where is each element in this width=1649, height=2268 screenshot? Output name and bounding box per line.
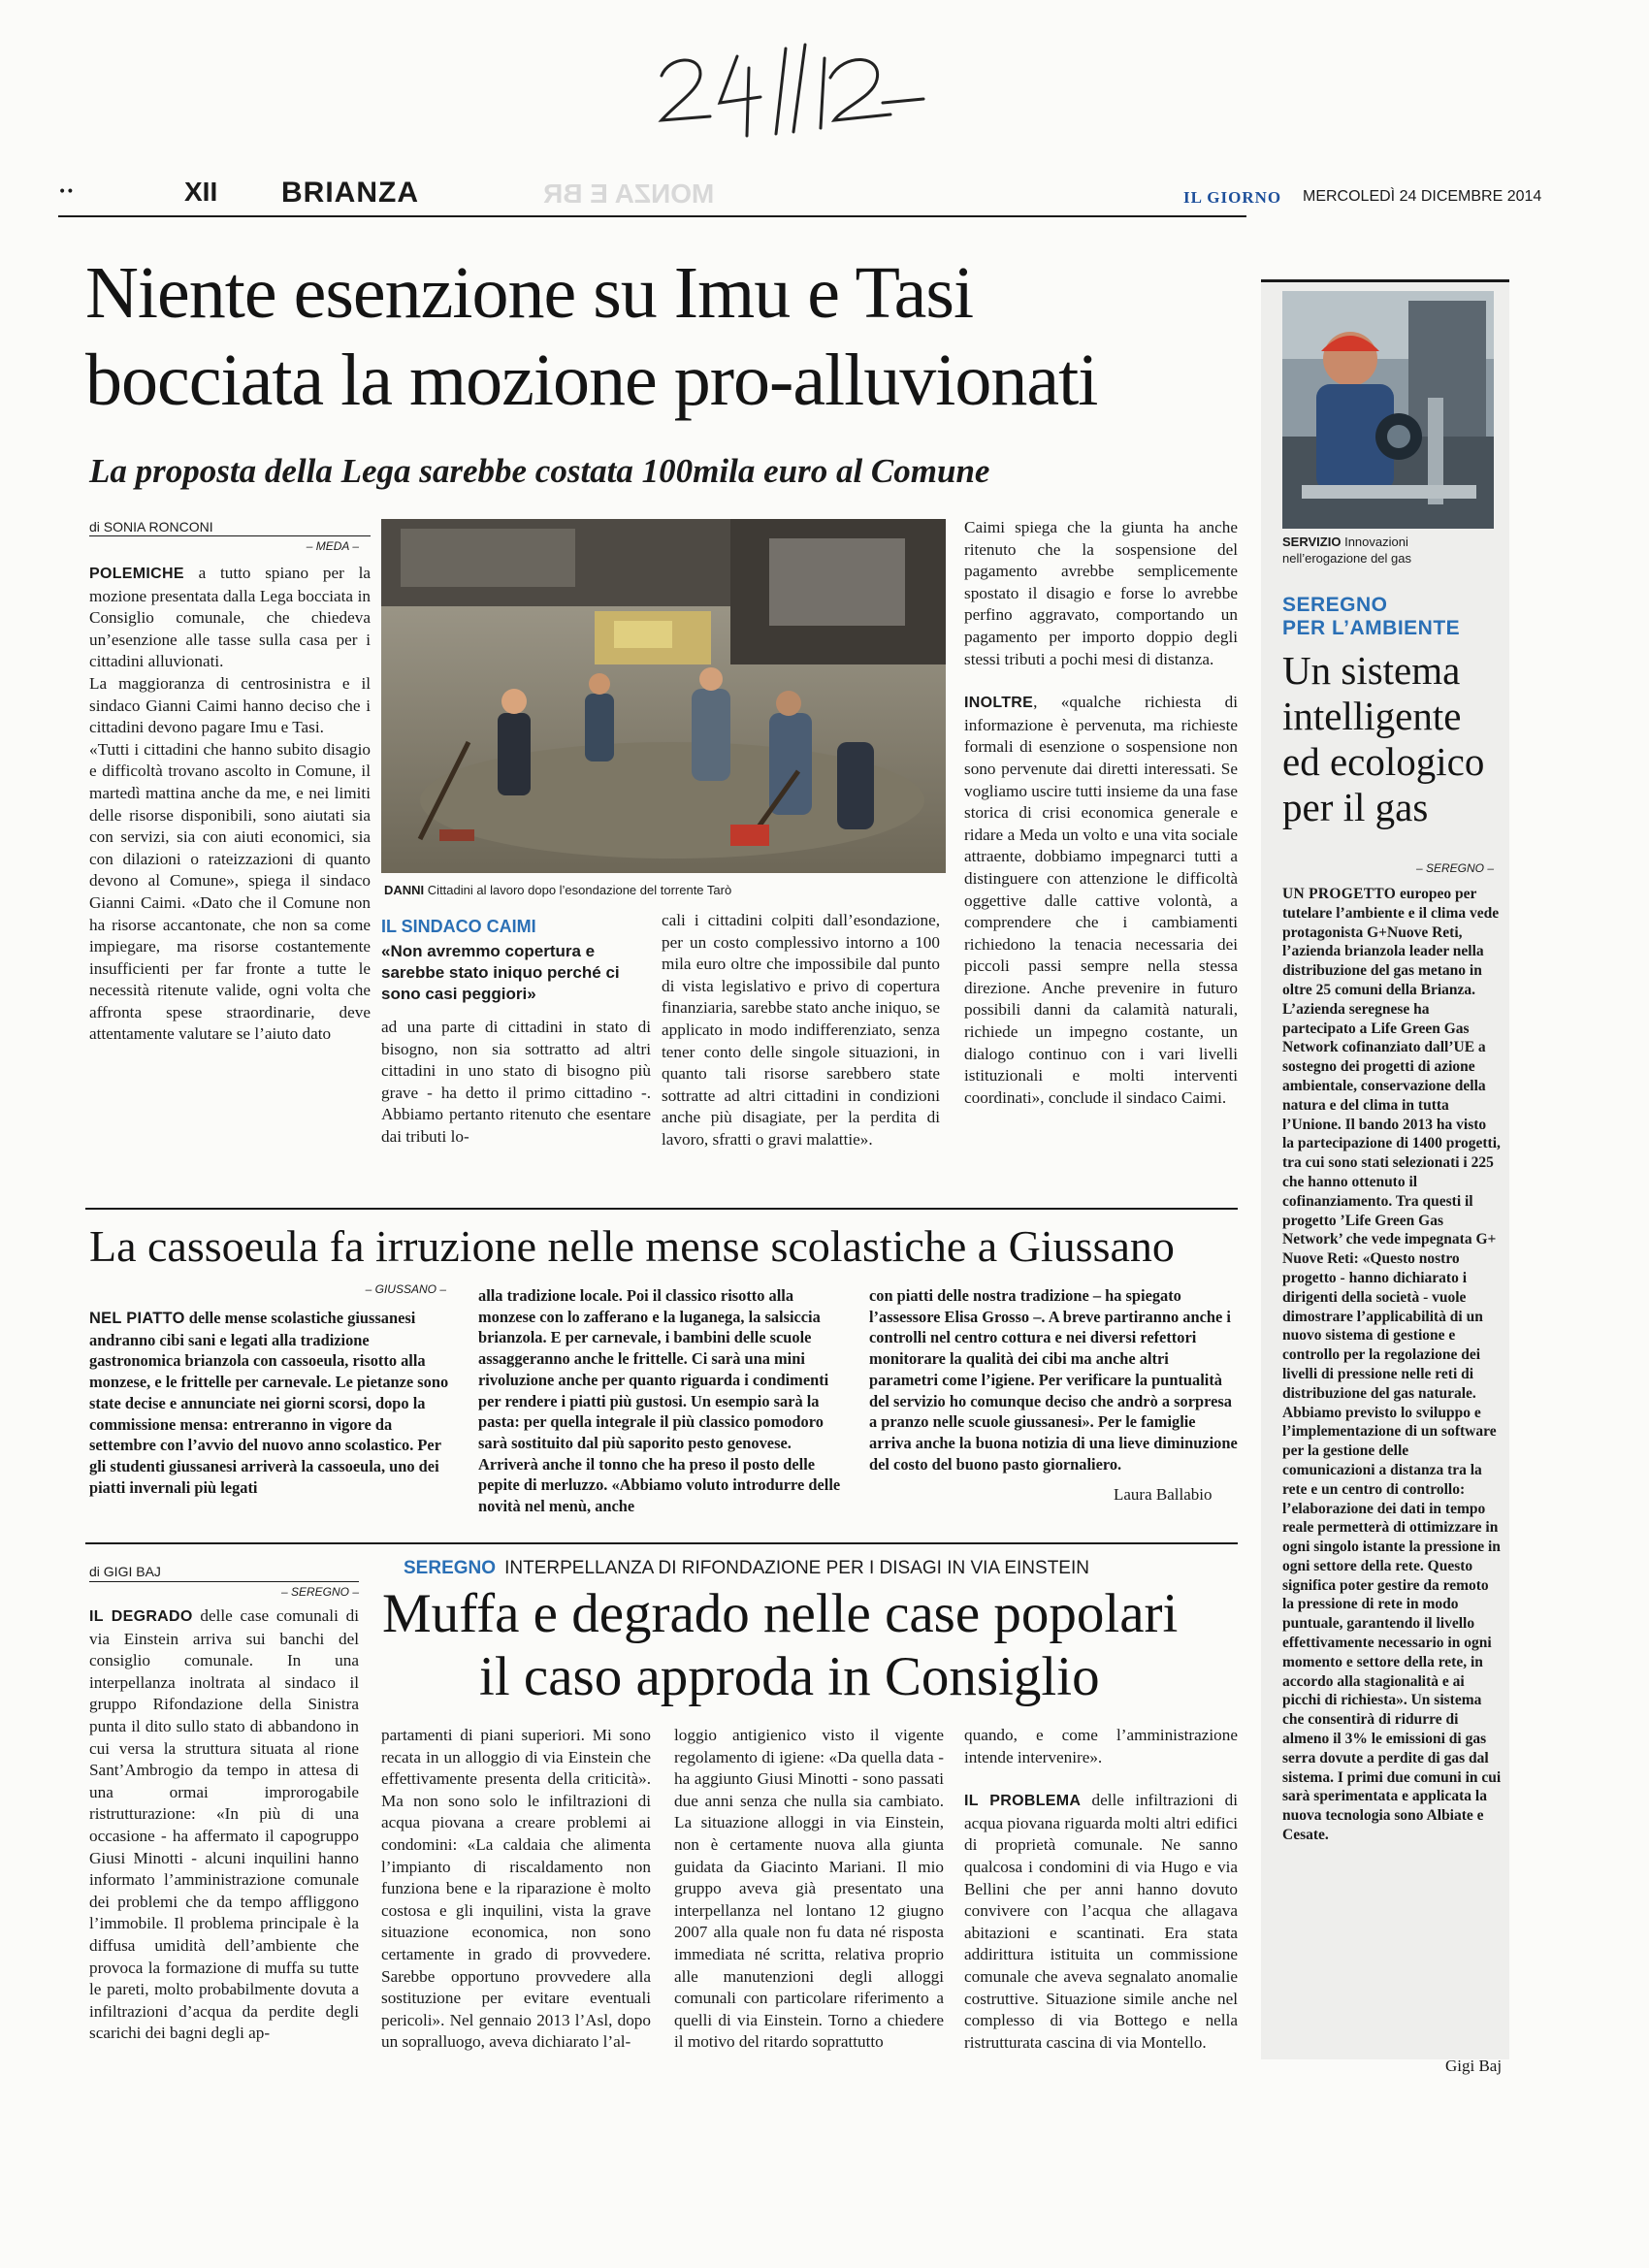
- main-headline-line1: Niente esenzione su Imu e Tasi: [85, 252, 974, 334]
- sidebar-headline: Un sistema intelligente ed ecologico per il gas: [1282, 648, 1485, 829]
- cassoeula-column-2: alla tradizione locale. Poi il classico risotto alla monzese con lo zafferano e la luganega, la salsiccia brianzola. E per carnevale, i bambini delle scuole assaggeranno anche le frittelle. Ci sarà una mini rivoluzione anche per quanto riguarda i condimenti per rendere i piatti più gustosi. Un esempio sarà la pasta: per quella integrale il più classico pomodoro sarà sostituito dal più saporito pesto genovese. Arriverà anche il tonno che ha preso il posto delle pepite di merluzzo. «Abbiamo voluto introdurre delle novità nel menù, anche: [478, 1286, 841, 1516]
- muffa-column-3: loggio antigienico visto il vigente regolamento di igiene: «Da quella data - ha aggiunto Giusi Minotti - sono passati due anni senza che nulla sia cambiato. La situazione alloggi in via Einstein, non è certamente nuova alla giunta guidata da Giacinto Mariani. Il mio gruppo aveva già presentato una interpellanza nel lontano 12 giugno 2007 alla quale non fu data né risposta immediata né scritta, relativa proprio alle manutenzioni degli alloggi comunali con particolare riferimento a quelli di via Einstein. Torno a chiedere il motivo del ritardo soprattutto: [674, 1726, 944, 2052]
- muffa-column-4: [964, 1725, 1238, 2054]
- main-col4-paragraph1: Caimi spiega che la giunta ha anche ritenuto che la sospensione del pagamento avrebbe semplicemente spostato il disagio e forse lo avrebbe perfino aggravato, comportando un pagamento per importo doppio degli stessi tributi a pochi mesi di distanza.: [964, 518, 1238, 668]
- main-dateline: – MEDA –: [306, 539, 359, 553]
- main-column-4: [964, 517, 1238, 1109]
- main-col1-paragraph2: La maggioranza di centrosinistra e il sindaco Gianni Caimi hanno deciso che i cittadini devono pagare Imu e Tasi.: [89, 673, 371, 737]
- cassoeula-author: Laura Ballabio: [1114, 1485, 1212, 1504]
- binder-dots: ••: [58, 184, 75, 200]
- main-subtitle: La proposta della Lega sarebbe costata 100mila euro al Comune: [89, 452, 990, 490]
- cassoeula-column-1: [89, 1308, 456, 1498]
- pull-quote-label: IL SINDACO CAIMI: [381, 917, 536, 936]
- sidebar-body-text: europeo per tutelare l’ambiente e il clima vede protagonista G+Nuove Reti, l’azienda brianzola leader nella distribuzione del gas metano in oltre 25 comuni della Brianza. L’azienda seregnese ha partecipato a Life Green Gas Network cofinanziato dall’UE a sostegno dei progetti di azione ambientale, conservazione della natura e del clima in tutta l’Unione. Il bando 2013 ha visto la partecipazione di 1400 progetti, tra cui sono stati selezionati i 225 che hanno ottenuto il cofinanziamento. Tra questi il progetto ’Life Green Gas Network’ che vede impegnata G+ Nuove Reti: «Questo nostro progetto - hanno dichiarato i dirigenti della società - vuole dimostrare l’applicabilità di un nuovo sistema di gestione e controllo per la regolazione dei livelli di pressione nelle reti di distribuzione del gas naturale. Abbiamo previsto lo sviluppo e l’implementazione di un software per la gestione delle comunicazioni a distanza tra la rete e un centro di controllo: l’elaborazione dei dati in tempo reale permetterà di ottimizzare in ogni singolo istante la pressione in ogni settore della rete. Questo significa poter gestire da remoto la pressione di rete in modo puntuale, garantendo il livello effettivamente necessario in ogni momento e settore della rete, in accordo alla stagionalità e ai picchi di richiesta». Un sistema che consentirà di ridurre di almeno il 3% le emissioni di gas serra dovute a perdite di gas dal sistema. I primi due comuni in cui sarà sperimentata e applicata la nuova tecnologia sono Albiate e Cesate.: [1282, 886, 1502, 1844]
- main-byline-rule: [89, 535, 371, 536]
- cassoeula-lead: NEL PIATTO: [89, 1310, 185, 1327]
- main-column-1: [89, 563, 371, 1046]
- sidebar-dateline: – SEREGNO –: [1415, 861, 1494, 875]
- muffa-byline-rule: [89, 1581, 359, 1582]
- main-col1-lead: POLEMICHE: [89, 566, 184, 582]
- cassoeula-headline: La cassoeula fa irruzione nelle mense scolastiche a Giussano: [89, 1221, 1175, 1271]
- muffa-column-1: [89, 1605, 359, 2045]
- flood-photo-image: [381, 519, 946, 873]
- sidebar-tag-line1: SEREGNO: [1282, 594, 1388, 616]
- sidebar-section-tag: [1282, 594, 1460, 640]
- masthead-logo: IL GIORNO: [1183, 188, 1282, 207]
- muffa-col4-lead: IL PROBLEMA: [964, 1793, 1082, 1810]
- cassoeula-dateline: – GIUSSANO –: [365, 1282, 446, 1296]
- sidebar-lead: UN PROGETTO: [1282, 886, 1397, 902]
- muffa-headline-line1: Muffa e degrado nelle case popolari: [382, 1583, 1179, 1644]
- main-col1-paragraph3: «Tutti i cittadini che hanno subito disagio e difficoltà trovano ascolto in Comune, il martedì mattina anche da me, e nei limiti delle risorse disponibili, sono aiutati sia con servizi, sia con aiuti economici, sia con dilazioni o rateizzazioni di quanto devono al Comune», spiega il sindaco Gianni Caimi. «Dato che il Comune non ha risorse accantonate, che non sa come impiegare, ma risorse costantemente insufficienti per far fronte a tutte le necessità ritenute valide, ogni volta che affronta spese straordinarie, deve attentamente valutare se l’aiuto dato: [89, 739, 371, 1044]
- main-byline: di SONIA RONCONI: [89, 519, 213, 535]
- handwritten-date: [640, 39, 931, 141]
- cassoeula-column-3: con piatti delle nostra tradizione – ha spiegato l’assessore Elisa Grosso –. A breve partiranno anche i controlli nel centro cottura e nei diversi refettori monitorare la qualità dei cibi ma anche altri parametri come l’igiene. Per verificare la puntualità del servizio ho comunque deciso che andrò a sorpresa a pranzo nelle scuole giussanesi». Per le famiglie arriva anche la buona notizia di una lieve diminuzione del costo del buono pasto giornaliero.: [869, 1286, 1238, 1474]
- main-headline-line2: bocciata la mozione pro-alluvionati: [85, 340, 1098, 421]
- muffa-dateline: – SEREGNO –: [280, 1585, 359, 1599]
- muffa-col4-paragraph1: quando, e come l’amministrazione intende intervenire».: [964, 1726, 1238, 1766]
- main-col1-text: a tutto spiano per la mozione presentata dalla Lega bocciata in Consiglio comunale, che chiedeva un’esenzione alle tasse sulla casa per i cittadini alluvionati.: [89, 564, 371, 671]
- bleed-through-text: MONZA E BR: [543, 178, 715, 209]
- sidebar-photo: [1282, 291, 1494, 529]
- flood-photo-caption: [384, 883, 947, 897]
- sidebar-caption-text: Innovazioni nell’erogazione del gas: [1282, 535, 1411, 566]
- main-column-2: ad una parte di cittadini in stato di bisogno, non sia sottratto ad altri cittadini in uno stato di bisogno più grave - ha detto il primo cittadino -. Abbiamo pertanto ritenuto che esentare dai tributi lo-: [381, 1018, 651, 1146]
- sidebar-body: [1282, 885, 1502, 1845]
- muffa-column-2: partamenti di piani superiori. Mi sono recata in un alloggio di via Einstein che effettivamente presenta della criticità». Ma non sono solo le infiltrazioni di acqua piovana a creare problemi ai condomini: «La caldaia che alimenta l’impianto di riscaldamento non funziona bene e la riparazione è molto costosa e gli inquilini, vista la grave situazione economica, non sono certamente in grado di provvedere. Sarebbe opportuno provvedere alla sostituzione per evitare eventuali pericoli». Nel gennaio 2013 l’Asl, dopo un sopralluogo, aveva dichiarato l’al-: [381, 1726, 651, 2052]
- muffa-kicker: [404, 1558, 1089, 1579]
- sidebar-photo-caption: [1282, 534, 1496, 567]
- pull-quote-box: [381, 917, 651, 1005]
- main-article-bottom-rule: [85, 1208, 1238, 1210]
- sidebar-tag-line2: PER L’AMBIENTE: [1282, 617, 1461, 639]
- flood-caption-label: DANNI: [384, 883, 425, 897]
- page-number: XII: [184, 177, 218, 207]
- muffa-headline-line2: il caso approda in Consiglio: [479, 1646, 1100, 1707]
- main-col4-lead: INOLTRE: [964, 695, 1034, 712]
- cassoeula-bottom-rule: [85, 1542, 1238, 1544]
- muffa-kicker-text: INTERPELLANZA DI RIFONDAZIONE PER I DISAGI IN VIA EINSTEIN: [504, 1558, 1089, 1578]
- page-header: [58, 175, 1600, 213]
- muffa-kicker-tag: SEREGNO: [404, 1558, 497, 1578]
- sidebar-caption-label: SERVIZIO: [1282, 535, 1342, 549]
- cassoeula-col1-text: delle mense scolastiche giussanesi andranno cibi sani e legati alla tradizione gastronomica brianzola con cassoeula, risotto alla monzese, e le frittelle per carnevale. Le pietanze sono state decise e annunciate nei giorni scorsi, dopo la commissione mensa: entreranno in vigore da settembre con l’avvio del nuovo anno scolastico. Per gli studenti giussanesi arriverà la cassoeula, uno dei piatti invernali più legati: [89, 1309, 449, 1497]
- muffa-col1-text: delle case comunali di via Einstein arriva sui banchi del consiglio comunale. In una interpellanza inoltrata al sindaco il gruppo Rifondazione della Sinistra punta il dito sullo stato di abbandono in cui versa la struttura situata al rione Sant’Ambrogio da tempo in attesa di una ormai improrogabile ristrutturazione: «In più di una occasione - ha affermato il capogruppo Giusi Minotti - alcuni inquilini hanno informato l’amministrazione comunale dei problemi che da tempo affliggono l’immobile. Il problema principale è la diffusa umidità dell’ambiente che provoca la formazione di muffa su tutte le pareti, molto probabilmente dovuta a infiltrazioni d’acqua da perdite degli scarichi dei bagni degli ap-: [89, 1606, 359, 2043]
- header-rule: [58, 215, 1246, 217]
- handwritten-date-drawing: [640, 39, 931, 141]
- pull-quote-text: «Non avremmo copertura e sarebbe stato iniquo perché ci sono casi peggiori»: [381, 942, 620, 1003]
- muffa-lead: IL DEGRADO: [89, 1608, 193, 1625]
- issue-date: MERCOLEDÌ 24 DICEMBRE 2014: [1303, 188, 1542, 205]
- sidebar-author: Gigi Baj: [1445, 2057, 1503, 2075]
- flood-caption-text: Cittadini al lavoro dopo l’esondazione del torrente Tarò: [427, 883, 732, 897]
- main-col4-text: , «qualche richiesta di informazione è pervenuta, ma richieste formali di esenzione o sospensione non sono pervenute dai diretti interessati. Se vogliamo uscire tutti insieme da una fase storica di crisi economica generale e ridare a Meda un volto e una vita sociale attraente, dobbiamo impegnarci tutti a distinguere con attenzione le difficoltà oggettive dalle cattive volontà, a comprendere che i cambiamenti richiedono la tenacia necessaria dei piccoli passi sempre nella stessa direzione. Anche prevenire in futuro possibili danni da calamità naturali, richiede un impegno costante, un dialogo continuo con i vari livelli istituzionali e molti interventi coordinati», conclude il sindaco Caimi.: [964, 693, 1238, 1107]
- muffa-col4-text: delle infiltrazioni di acqua piovana riguarda molti altri edifici di proprietà comunale. Ne sanno qualcosa i condomini di via Hugo e via Bellini che per anni hanno dovuto convivere con l’acqua che allagava abitazioni e scantinati. Era stata addirittura istituita un commissione comunale che aveva segnalato anomalie costruttive. Situazione simile anche nel complesso di via Bottego e nella ristrutturata cascina di via Montello.: [964, 1791, 1238, 2052]
- muffa-byline: di GIGI BAJ: [89, 1564, 161, 1579]
- gas-worker-photo-image: [1282, 291, 1494, 529]
- flood-photo: [381, 519, 946, 873]
- main-column-3: cali i cittadini colpiti dall’esondazione, per un costo complessivo intorno a 100 mila euro oltre che impossibile dal punto di vista legislativo e privo di copertura finanziaria, sarebbe stato anche iniquo, se applicato in modo indifferenziato, senza tener conto delle singole situazioni, in quanto tali risorse sarebbero state sottratte ad altri cittadini in condizioni anche più disagiate, per la perdita di lavoro, sfratti o gravi malattie».: [662, 911, 940, 1149]
- section-name: BRIANZA: [281, 177, 419, 209]
